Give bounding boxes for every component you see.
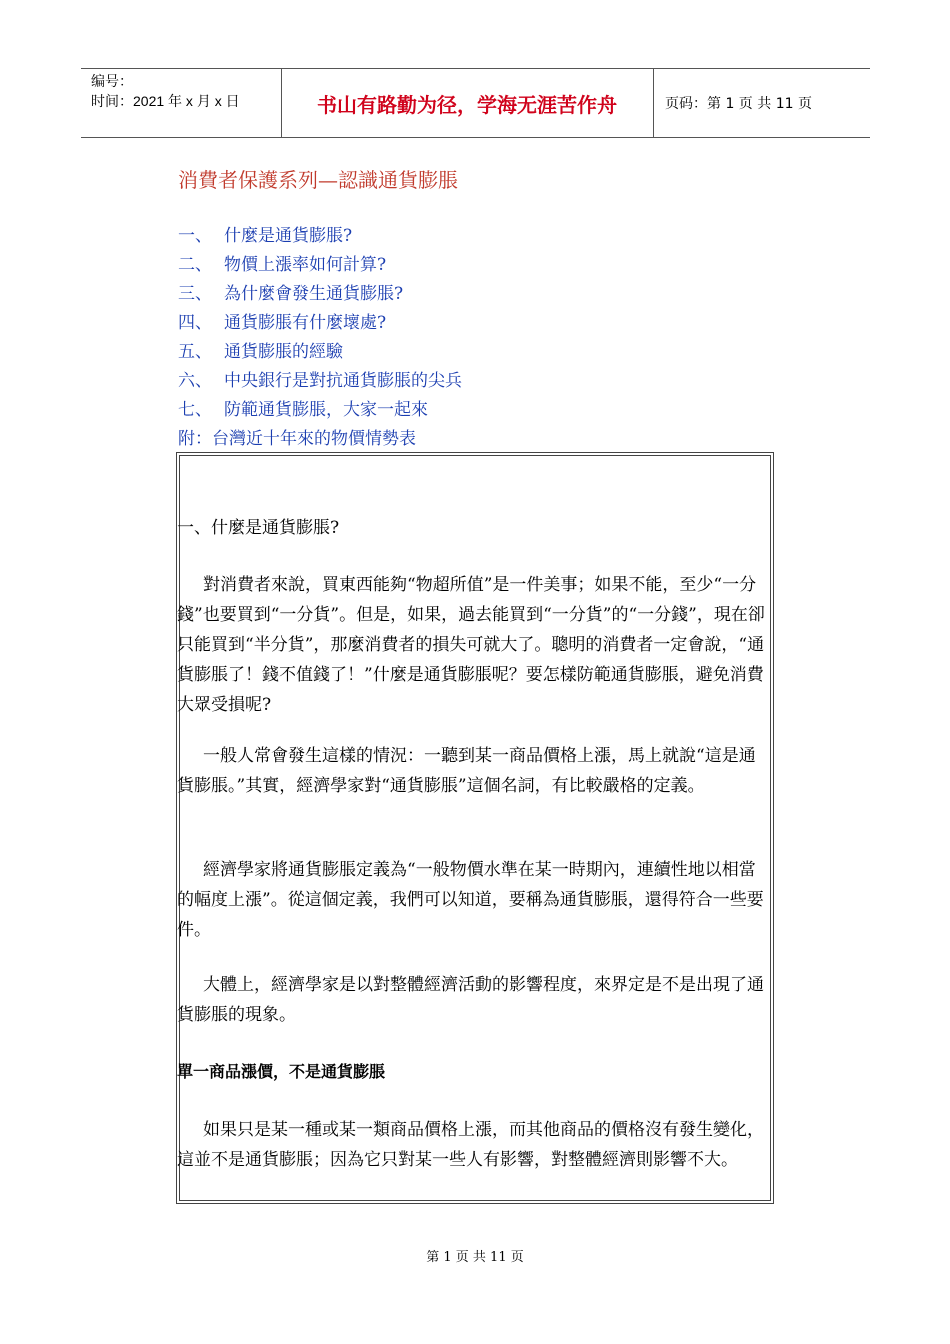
paragraph: 如果只是某一種或某一類商品價格上漲，而其他商品的價格沒有發生變化，這並不是通貨膨脹；因為它只對某一些人有影響，對整體經濟則影響不大。 (177, 1120, 764, 1170)
toc-item[interactable] (178, 251, 462, 280)
toc-item-label: 防範通貨膨脹，大家一起來 (224, 400, 428, 420)
toc-item-label: 通貨膨脹有什麼壞處? (224, 313, 387, 333)
toc-item-label: 通貨膨脹的經驗 (224, 342, 343, 362)
paragraph: 對消費者來說，買東西能夠“物超所值”是一件美事；如果不能，至少“一分錢”也要買到“一分貨”。但是，如果，過去能買到“一分貨”的“一分錢”，現在卻只能買到“半分貨”，那麼消費者的損失可就大了。聰明的消費者一定會說，“通貨膨脹了！錢不值錢了！”什麼是通貨膨脹呢？要怎樣防範通貨膨脹，避免消費大眾受損呢? (177, 575, 765, 715)
section-heading: 一、什麼是通貨膨脹? (177, 518, 340, 538)
toc-item[interactable] (178, 367, 462, 396)
header-meta (81, 69, 281, 137)
toc-item[interactable] (178, 396, 462, 425)
header-divider (653, 69, 654, 137)
table-of-contents (178, 222, 462, 454)
toc-item[interactable] (178, 309, 462, 338)
paragraph: 經濟學家將通貨膨脹定義為“一般物價水準在某一時期內，連續性地以相當的幅度上漲”。從這個定義，我們可以知道，要稱為通貨膨脹，還得符合一些要件。 (177, 860, 764, 940)
header-motto: 书山有路勤为径，学海无涯苦作舟 (317, 92, 617, 117)
toc-item-label: 物價上漲率如何計算? (224, 255, 387, 275)
toc-appendix[interactable]: 附：台灣近十年來的物價情勢表 (178, 429, 416, 449)
toc-item-number: 七、 (178, 400, 212, 420)
content-box-inner-border (179, 455, 771, 1201)
toc-item-number: 一、 (178, 226, 212, 246)
toc-item-number: 五、 (178, 342, 212, 362)
paragraph: 大體上，經濟學家是以對整體經濟活動的影響程度，來界定是不是出現了通貨膨脹的現象。 (177, 975, 764, 1025)
number-label: 编号： (91, 73, 133, 89)
date-label: 时间：2021 年 x 月 x 日 (91, 93, 240, 109)
paragraph: 一般人常會發生這樣的情況：一聽到某一商品價格上漲，馬上就說“這是通貨膨脹。”其實，經濟學家對“通貨膨脹”這個名詞，有比較嚴格的定義。 (177, 746, 756, 796)
page-header (81, 68, 870, 138)
toc-item-label: 為什麼會發生通貨膨脹? (224, 284, 404, 304)
toc-item-label: 什麼是通貨膨脹? (224, 226, 353, 246)
toc-item-number: 二、 (178, 255, 212, 275)
content-box (176, 452, 774, 1204)
toc-item-number: 四、 (178, 313, 212, 333)
toc-item-number: 三、 (178, 284, 212, 304)
header-page-info: 页码：第 1 页 共 11 页 (665, 96, 812, 112)
toc-item[interactable] (178, 222, 462, 251)
document-title: 消費者保護系列—認識通貨膨脹 (178, 168, 458, 192)
toc-item[interactable] (178, 280, 462, 309)
page-footer: 第 1 页 共 11 页 (426, 1250, 524, 1265)
toc-item-label: 中央銀行是對抗通貨膨脹的尖兵 (224, 371, 462, 391)
toc-item[interactable] (178, 338, 462, 367)
subheading: 單一商品漲價，不是通貨膨脹 (177, 1062, 386, 1081)
toc-item-number: 六、 (178, 371, 212, 391)
